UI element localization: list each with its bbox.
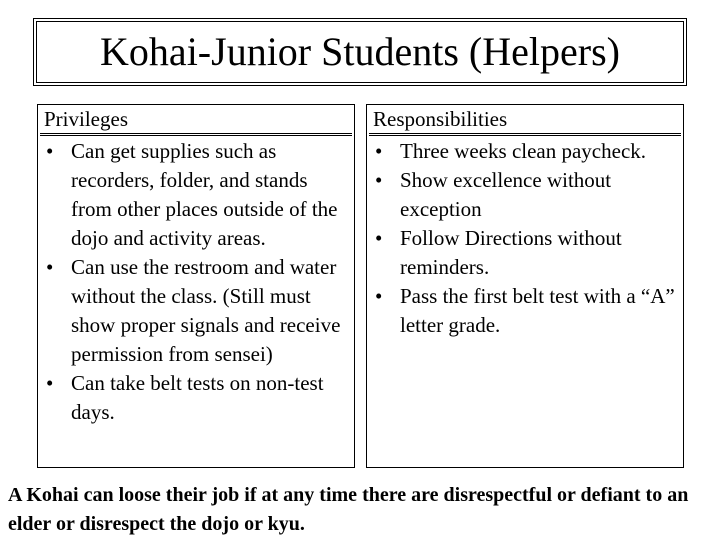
responsibilities-item-text: Three weeks clean paycheck.	[400, 139, 647, 163]
privileges-item-text: Can use the restroom and water without the class. (Still must show proper signals and receive permission from sensei)	[71, 255, 341, 366]
responsibilities-heading-divider	[369, 133, 681, 136]
bullet-icon: •	[375, 284, 383, 308]
responsibilities-list-item	[367, 166, 683, 224]
privileges-list	[38, 137, 354, 427]
privileges-list-item	[38, 369, 354, 427]
privileges-list-item	[38, 253, 354, 369]
responsibilities-list-item	[367, 224, 683, 282]
privileges-heading: Privileges	[44, 107, 128, 131]
title-box	[36, 21, 684, 83]
bullet-icon: •	[375, 139, 383, 163]
privileges-column	[37, 104, 355, 468]
page-title: Kohai-Junior Students (Helpers)	[100, 29, 620, 74]
responsibilities-column	[366, 104, 684, 468]
responsibilities-list-item	[367, 137, 683, 166]
footer-note: A Kohai can loose their job if at any time there are disrespectful or defiant to an elder or disrespect the dojo or kyu.	[8, 484, 689, 535]
bullet-icon: •	[46, 255, 54, 279]
bullet-icon: •	[46, 139, 54, 163]
responsibilities-list	[367, 137, 683, 340]
privileges-heading-divider	[40, 133, 352, 136]
privileges-item-text: Can get supplies such as recorders, folder, and stands from other places outside of the dojo and activity areas.	[71, 139, 338, 250]
bullet-icon: •	[375, 168, 383, 192]
responsibilities-list-item	[367, 282, 683, 340]
responsibilities-item-text: Follow Directions without reminders.	[400, 226, 622, 279]
privileges-item-text: Can take belt tests on non-test days.	[71, 371, 324, 424]
privileges-list-item	[38, 137, 354, 253]
bullet-icon: •	[375, 226, 383, 250]
bullet-icon: •	[46, 371, 54, 395]
responsibilities-heading: Responsibilities	[373, 107, 508, 131]
responsibilities-item-text: Show excellence without exception	[400, 168, 612, 221]
responsibilities-item-text: Pass the first belt test with a “A” letter grade.	[400, 284, 675, 337]
